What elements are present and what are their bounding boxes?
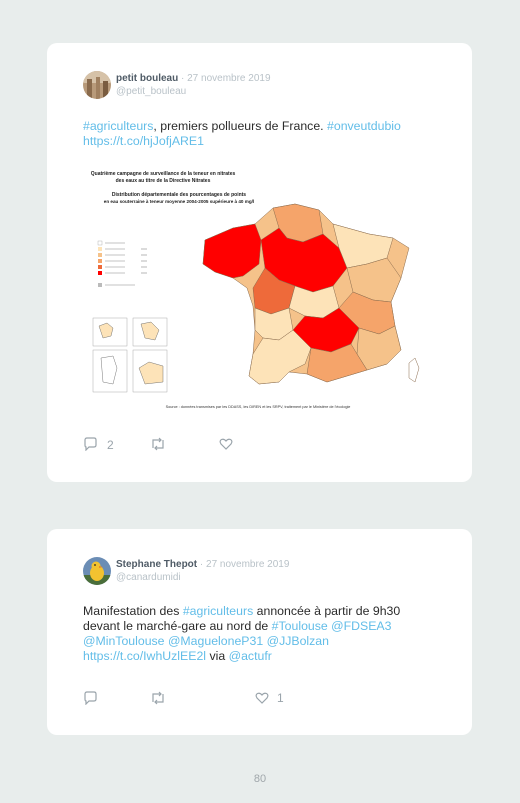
mention[interactable]: @MagueloneP31 [167, 634, 264, 648]
tweet-actions [83, 691, 283, 707]
map-source: Source : données transmises par les DDASS, les DIREN et les SRPV, traitement par le Ministère de l'écologie [165, 405, 351, 409]
reply-icon[interactable] [83, 691, 97, 708]
retweet-icon[interactable] [150, 437, 166, 454]
mention[interactable]: @JJBolzan [266, 634, 329, 648]
hashtag[interactable]: #agriculteurs [83, 119, 154, 133]
like-count: 1 [277, 691, 284, 705]
mention[interactable]: @actufr [228, 649, 272, 663]
reply-icon[interactable] [83, 437, 97, 454]
hashtag[interactable]: #Toulouse [271, 619, 328, 633]
tweet-date[interactable]: · 27 novembre 2019 [199, 559, 290, 570]
author-handle[interactable]: @petit_bouleau [116, 86, 187, 97]
map-title-line1: Quatrième campagne de surveillance de la teneur en nitrates [90, 171, 236, 177]
tweet-link[interactable]: https://t.co/IwhUzlEE2l [83, 649, 207, 663]
tweet-actions [83, 437, 283, 453]
text-span: via [206, 649, 229, 663]
tweet-date[interactable]: · 27 novembre 2019 [181, 73, 271, 84]
map-title-line3: Distribution départementale des pourcentages de points [111, 192, 247, 198]
author-handle[interactable]: @canardumidi [116, 572, 181, 583]
mention[interactable]: @FDSEA3 [331, 619, 392, 633]
like-icon[interactable] [219, 437, 233, 454]
reply-count: 2 [107, 438, 114, 452]
avatar[interactable] [83, 557, 111, 585]
mention[interactable]: @MinToulouse [83, 634, 165, 648]
map-title-line2: des eaux au titre de la Directive Nitrates [115, 178, 211, 184]
text-span: annoncée à partir de 9h30 [253, 604, 401, 618]
like-icon[interactable] [255, 691, 269, 708]
tweet-header [116, 72, 271, 85]
map-title-line4: en eau souterraine à teneur moyenne 2004-2005 supérieure à 40 mg/l [103, 199, 255, 204]
hashtag[interactable]: #onveutdubio [327, 119, 401, 133]
text-span: devant le marché-gare au nord de [83, 619, 272, 633]
tweet-image-map[interactable] [83, 168, 433, 413]
tweet-text [83, 119, 443, 149]
author-name[interactable]: petit bouleau [116, 73, 179, 84]
hashtag[interactable]: #agriculteurs [182, 604, 254, 618]
text-span: , premiers pollueurs de France. [153, 119, 328, 133]
tweet-header [116, 558, 289, 571]
tweet-card-1 [47, 43, 472, 482]
retweet-icon[interactable] [150, 691, 166, 708]
author-name[interactable]: Stephane Thepot [116, 559, 198, 570]
tweet-link[interactable]: https://t.co/hjJofjARE1 [83, 134, 204, 148]
tweet-text [83, 604, 443, 664]
tweet-card-2 [47, 529, 472, 735]
page-number: 80 [253, 773, 267, 785]
text-span: Manifestation des [83, 604, 183, 618]
avatar[interactable] [83, 71, 111, 99]
